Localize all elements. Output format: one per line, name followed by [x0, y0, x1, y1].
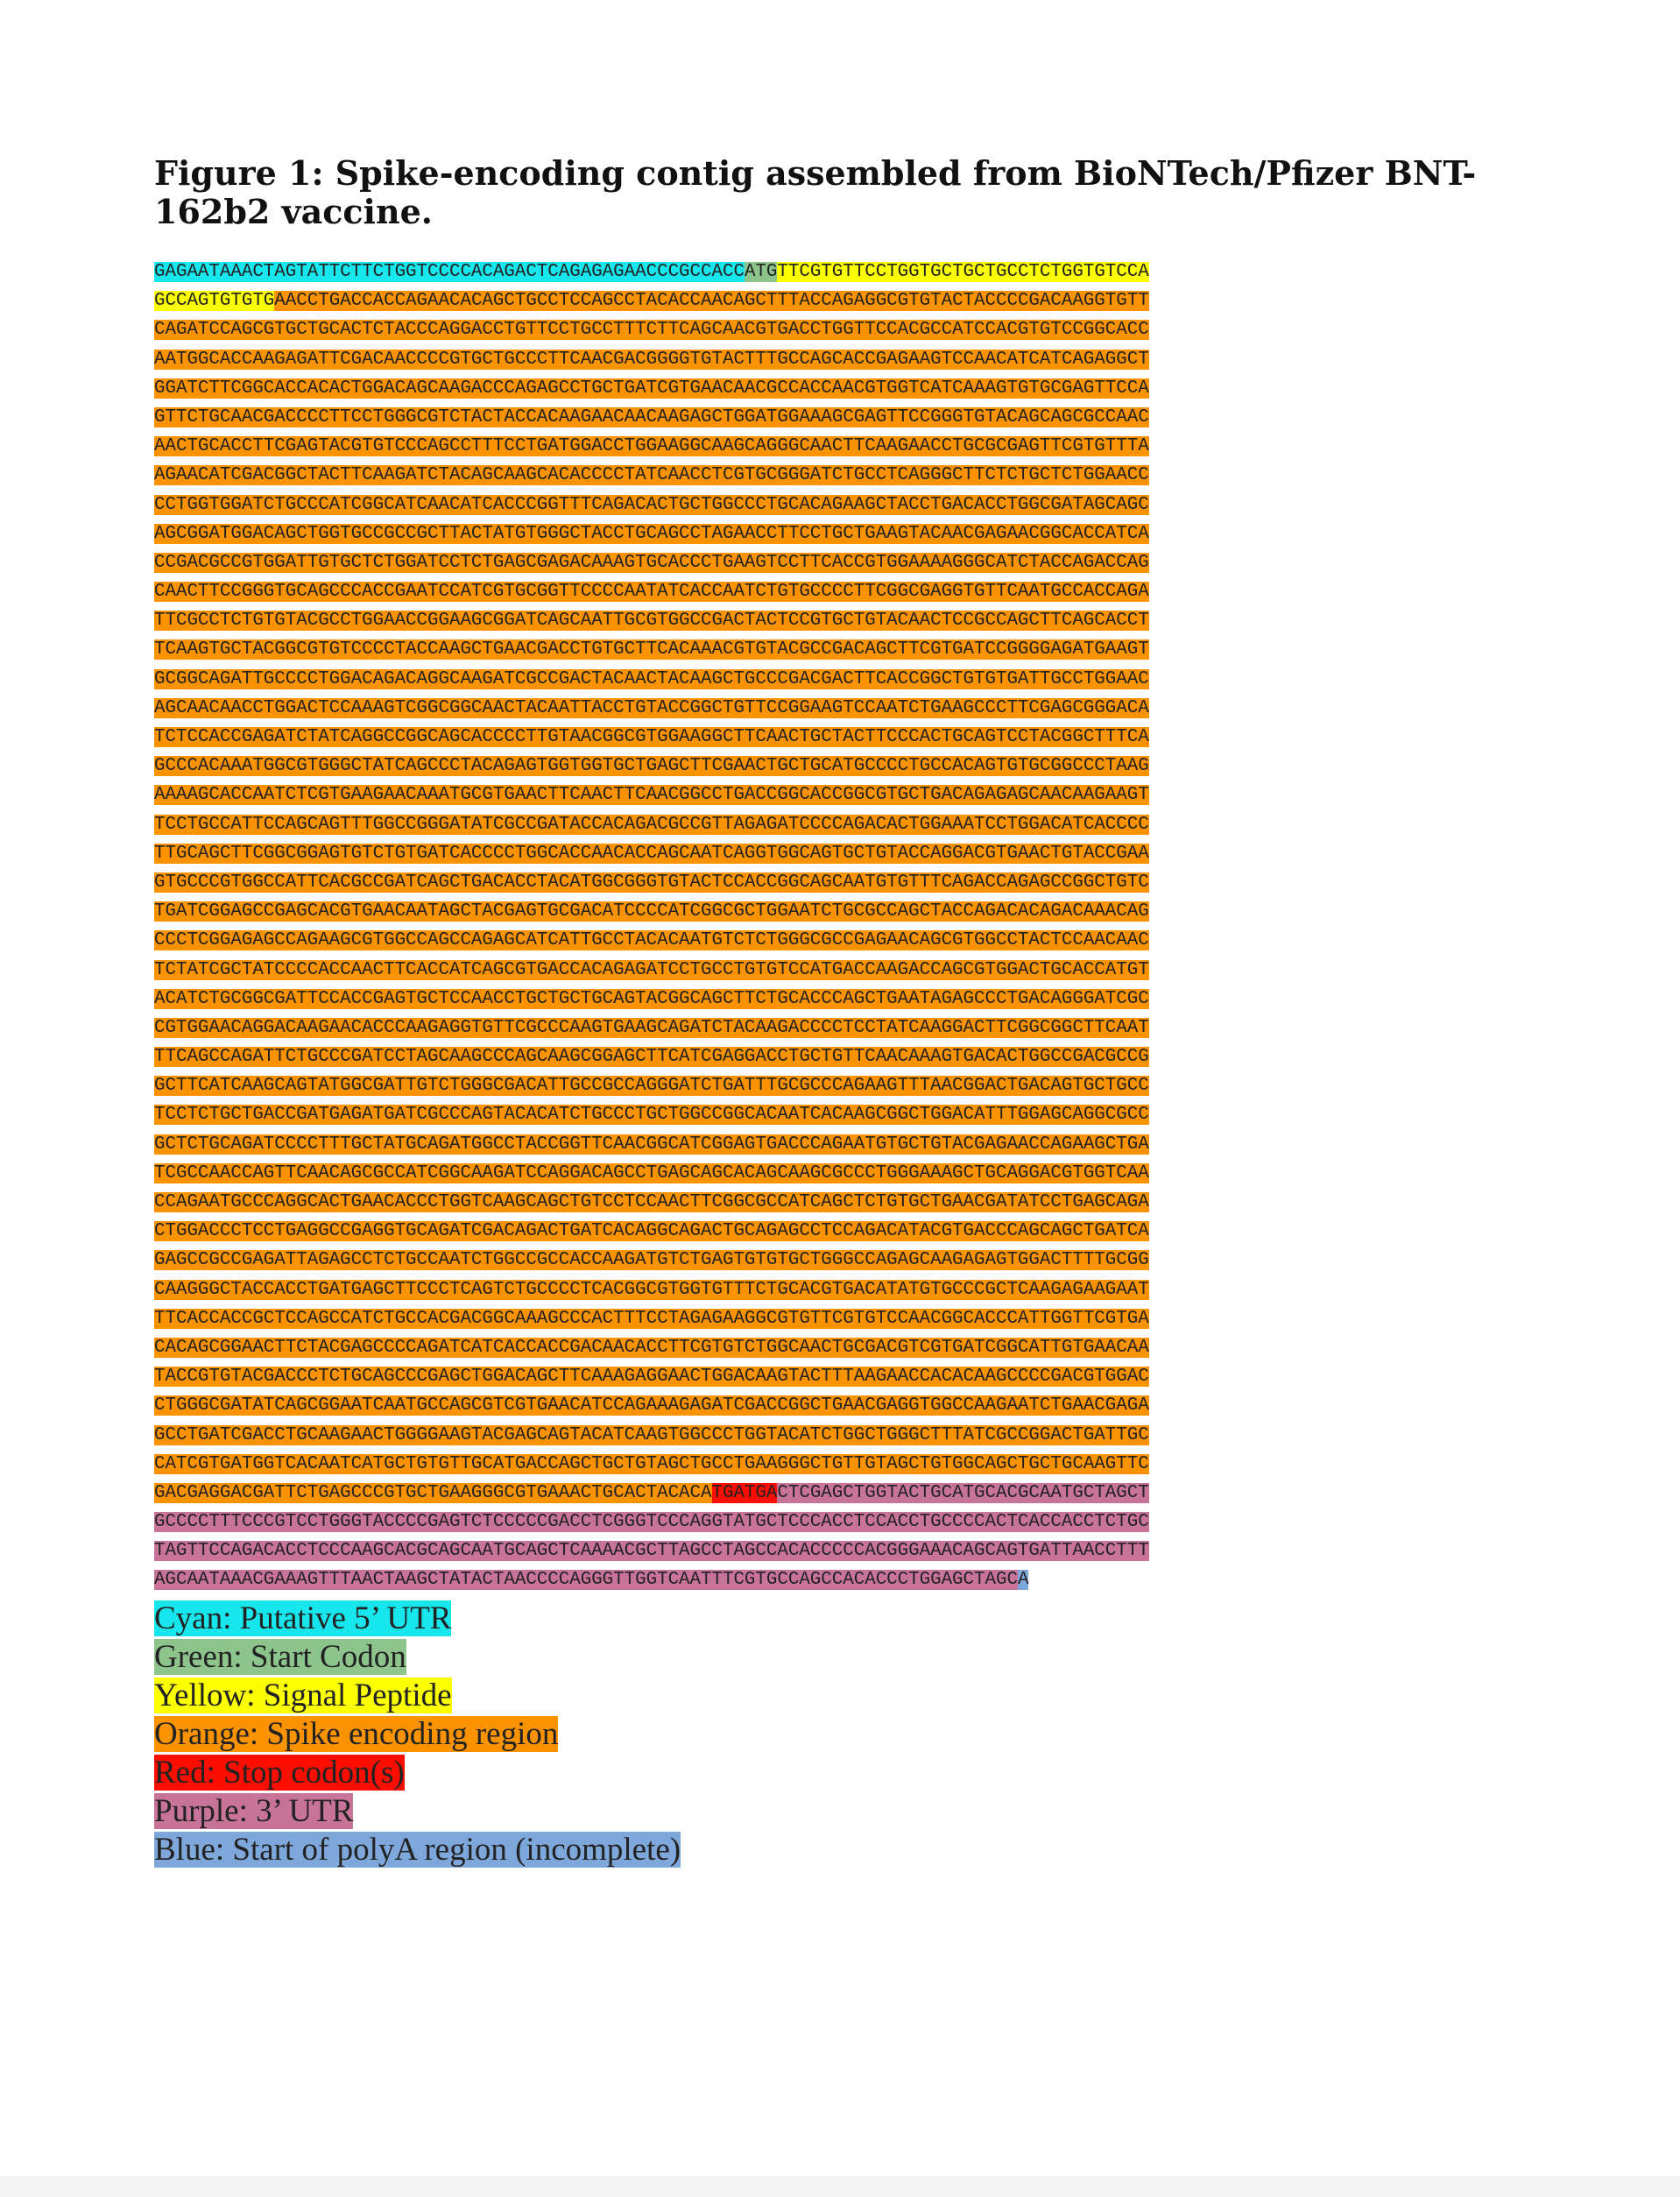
sequence-segment-orange: GGATCTTCGGCACCACACTGGACAGCAAGACCCAGAGCCTGCTGATCGTGAACAACGCCACCAACGTGGTCATCAAAGTGTGCGAGTTCCA [154, 378, 1149, 399]
sequence-segment-orange: CATCGTGATGGTCACAATCATGCTGTGTTGCATGACCAGCTGCTGTAGCTGCCTGAAGGGCTGTTGTAGCTGTGGCAGCTGCTGCAAGTTC [154, 1453, 1149, 1474]
sequence-line [154, 956, 1547, 985]
sequence-line [154, 1217, 1547, 1246]
sequence-line [154, 1421, 1547, 1450]
sequence-segment-orange: CCAGAATGCCCAGGCACTGAACACCCTGGTCAAGCAGCTGTCCTCCAACTTCGGCGCCATCAGCTCTGTGCTGAACGATATCCTGAGCAGA [154, 1192, 1149, 1212]
sequence-line [154, 286, 1547, 315]
legend-label: Yellow: Signal Peptide [154, 1678, 452, 1713]
legend-item-cyan [154, 1600, 681, 1638]
legend-item-yellow [154, 1677, 681, 1715]
sequence-line [154, 1479, 1547, 1508]
sequence-segment-orange: CTGGACCCTCCTGAGGCCGAGGTGCAGATCGACAGACTGATCACAGGCAGACTGCAGAGCCTCCAGACATACGTGACCCAGCAGCTGATCA [154, 1221, 1149, 1242]
sequence-line [154, 1536, 1547, 1565]
legend-item-purple [154, 1792, 681, 1831]
sequence-line [154, 810, 1547, 839]
sequence-line [154, 548, 1547, 577]
sequence-line [154, 519, 1547, 548]
sequence-line [154, 1130, 1547, 1159]
sequence-segment-orange: GCCCACAAATGGCGTGGGCTATCAGCCCTACAGAGTGGTGGTGCTGAGCTTCGAACTGCTGCATGCCCCTGCCACAGTGTGCGGCCCTAAG [154, 756, 1149, 777]
sequence-line [154, 345, 1547, 374]
sequence-segment-yellow: GCCAGTGTGTG [154, 291, 275, 312]
sequence-segment-orange: GTTCTGCAACGACCCCTTCCTGGGCGTCTACTACCACAAGAACAACAAGAGCTGGATGGAAAGCGAGTTCCGGGTGTACAGCAGCGCCAAC [154, 406, 1149, 427]
sequence-line [154, 606, 1547, 635]
sequence-line [154, 752, 1547, 781]
sequence-line [154, 781, 1547, 809]
legend-label: Orange: Spike encoding region [154, 1716, 559, 1752]
sequence-line [154, 491, 1547, 519]
sequence-line [154, 985, 1547, 1014]
sequence-line [154, 665, 1547, 694]
sequence-segment-orange: GACGAGGACGATTCTGAGCCCGTGCTGAAGGGCGTGAAACTGCACTACACA [154, 1482, 712, 1503]
sequence-segment-orange: GCTCTGCAGATCCCCTTTGCTATGCAGATGGCCTACCGGTTCAACGGCATCGGAGTGACCCAGAATGTGCTGTACGAGAACCAGAAGCTGA [154, 1134, 1149, 1155]
sequence-segment-orange: CAACTTCCGGGTGCAGCCCACCGAATCCATCGTGCGGTTCCCCAATATCACCAATCTGTGCCCCTTCGGCGAGGTGTTCAATGCCACCAGA [154, 582, 1149, 603]
sequence-segment-orange: TCTATCGCTATCCCCACCAACTTCACCATCAGCGTGACCACAGAGATCCTGCCTGTGTCCATGACCAAGACCAGCGTGGACTGCACCATGT [154, 959, 1149, 980]
sequence-segment-purple: CTCGAGCTGGTACTGCATGCACGCAATGCTAGCT [777, 1482, 1149, 1503]
sequence-segment-orange: TTCAGCCAGATTCTGCCCGATCCTAGCAAGCCCAGCAAGCGGAGCTTCATCGAGGACCTGCTGTTCAACAAAGTGACACTGGCCGACGCCG [154, 1047, 1149, 1068]
sequence-line [154, 403, 1547, 432]
sequence-line [154, 1391, 1547, 1420]
sequence-line [154, 258, 1547, 286]
sequence-line [154, 1450, 1547, 1479]
sequence-segment-orange: CAGATCCAGCGTGCTGCACTCTACCCAGGACCTGTTCCTGCCTTTCTTCAGCAACGTGACCTGGTTCCACGCCATCCACGTGTCCGGCACC [154, 320, 1149, 341]
sequence-segment-orange: TCCTGCCATTCCAGCAGTTTGGCCGGGATATCGCCGATACCACAGACGCCGTTAGAGATCCCCAGACACTGGAAATCCTGGACATCACCCC [154, 814, 1149, 835]
sequence-segment-orange: TCGCCAACCAGTTCAACAGCGCCATCGGCAAGATCCAGGACAGCCTGAGCAGCACAGCAAGCGCCCTGGGAAAGCTGCAGGACGTGGTCAA [154, 1162, 1149, 1183]
sequence-segment-orange: CCTGGTGGATCTGCCCATCGGCATCAACATCACCCGGTTTCAGACACTGCTGGCCCTGCACAGAAGCTACCTGACACCTGGCGATAGCAGC [154, 494, 1149, 515]
sequence-line [154, 926, 1547, 955]
sequence-segment-orange: TTGCAGCTTCGGCGGAGTGTCTGTGATCACCCCTGGCACCAACACCAGCAATCAGGTGGCAGTGCTGTACCAGGACGTGAACTGTACCGAA [154, 843, 1149, 864]
sequence-segment-orange: TCAAGTGCTACGGCGTGTCCCCTACCAAGCTGAACGACCTGTGCTTCACAAACGTGTACGCCGACAGCTTCGTGATCCGGGGAGATGAAGT [154, 639, 1149, 661]
sequence-line [154, 1071, 1547, 1100]
sequence-segment-red: TGATGA [711, 1482, 778, 1503]
sequence-line [154, 868, 1547, 897]
sequence-line [154, 374, 1547, 403]
sequence-segment-orange: AACTGCACCTTCGAGTACGTGTCCCAGCCTTTCCTGATGGACCTGGAAGGCAAGCAGGGCAACTTCAAGAACCTGCGCGAGTTCGTGTTTA [154, 436, 1149, 457]
sequence-line [154, 723, 1547, 752]
sequence-segment-orange: GAGCCGCCGAGATTAGAGCCTCTGCCAATCTGGCCGCCACCAAGATGTCTGAGTGTGTGCTGGGCCAGAGCAAGAGAGTGGACTTTTGCGG [154, 1250, 1149, 1271]
sequence-segment-orange: TGATCGGAGCCGAGCACGTGAACAATAGCTACGAGTGCGACATCCCCATCGGCGCTGGAATCTGCGCCAGCTACCAGACACAGACAAACAG [154, 901, 1149, 922]
sequence-segment-orange: TTCACCACCGCTCCAGCCATCTGCCACGACGGCAAAGCCCACTTTCCTAGAGAAGGCGTGTTCGTGTCCAACGGCACCCATTGGTTCGTGA [154, 1308, 1149, 1329]
sequence-segment-orange: AAAAGCACCAATCTCGTGAAGAACAAATGCGTGAACTTCAACTTCAACGGCCTGACCGGCACCGGCGTGCTGACAGAGAGCAACAAGAAGT [154, 785, 1149, 806]
sequence-line [154, 1275, 1547, 1304]
sequence-line [154, 577, 1547, 606]
sequence-line [154, 1159, 1547, 1188]
sequence-segment-orange: GCCTGATCGACCTGCAAGAACTGGGGAAGTACGAGCAGTACATCAAGTGGCCCTGGTACATCTGGCTGGGCTTTATCGCCGGACTGATTGC [154, 1424, 1149, 1445]
sequence-line [154, 839, 1547, 868]
sequence-line [154, 635, 1547, 664]
legend-item-green [154, 1638, 681, 1677]
sequence-segment-orange: AGCGGATGGACAGCTGGTGCCGCCGCTTACTATGTGGGCTACCTGCAGCCTAGAACCTTCCTGCTGAAGTACAACGAGAACGGCACCATCA [154, 523, 1149, 544]
sequence-line [154, 1304, 1547, 1333]
sequence-line [154, 1100, 1547, 1129]
legend-item-red [154, 1754, 681, 1792]
sequence-segment-orange: ACATCTGCGGCGATTCCACCGAGTGCTCCAACCTGCTGCTGCAGTACGGCAGCTTCTGCACCCAGCTGAATAGAGCCCTGACAGGGATCGC [154, 988, 1149, 1009]
legend-label: Purple: 3’ UTR [154, 1793, 354, 1829]
sequence-segment-orange: GCTTCATCAAGCAGTATGGCGATTGTCTGGGCGACATTGCCGCCAGGGATCTGATTTGCGCCCAGAAGTTTAACGGACTGACAGTGCTGCC [154, 1076, 1149, 1097]
sequence-segment-purple: TAGTTCCAGACACCTCCCAAGCACGCAGCAATGCAGCTCAAAACGCTTAGCCTAGCCACACCCCCACGGGAAACAGCAGTGATTAACCTTT [154, 1541, 1149, 1562]
sequence-segment-orange: TACCGTGTACGACCCTCTGCAGCCCGAGCTGGACAGCTTCAAAGAGGAACTGGACAAGTACTTTAAGAACCACACAAGCCCCGACGTGGAC [154, 1367, 1149, 1388]
sequence-segment-orange: CGTGGAACAGGACAAGAACACCCAAGAGGTGTTCGCCCAAGTGAAGCAGATCTACAAGACCCCTCCTATCAAGGACTTCGGCGGCTTCAAT [154, 1017, 1149, 1038]
legend-item-blue [154, 1831, 681, 1869]
sequence-line [154, 1333, 1547, 1362]
sequence-segment-orange: TTCGCCTCTGTGTACGCCTGGAACCGGAAGCGGATCAGCAATTGCGTGGCCGACTACTCCGTGCTGTACAACTCCGCCAGCTTCAGCACCT [154, 611, 1149, 632]
sequence-segment-blue: A [1017, 1570, 1029, 1591]
sequence-segment-cyan: GAGAATAAACTAGTATTCTTCTGGTCCCCACAGACTCAGAGAGAACCCGCCACC [154, 262, 745, 282]
sequence-line [154, 694, 1547, 723]
legend-label: Cyan: Putative 5’ UTR [154, 1600, 452, 1636]
sequence-segment-orange: AGCAACAACCTGGACTCCAAAGTCGGCGGCAACTACAATTACCTGTACCGGCTGTTCCGGAAGTCCAATCTGAAGCCCTTCGAGCGGGACA [154, 697, 1149, 718]
sequence-segment-green: ATG [744, 262, 778, 282]
legend-label: Blue: Start of polyA region (incomplete) [154, 1832, 681, 1868]
legend-label: Red: Stop codon(s) [154, 1755, 405, 1791]
legend-item-orange [154, 1715, 681, 1754]
sequence-segment-purple: AGCAATAAACGAAAGTTTAACTAAGCTATACTAACCCCAGGGTTGGTCAATTTCGTGCCAGCCACACCCTGGAGCTAGC [154, 1570, 1018, 1591]
sequence-block [154, 258, 1547, 1595]
sequence-line [154, 897, 1547, 926]
sequence-line [154, 1362, 1547, 1391]
sequence-line [154, 461, 1547, 490]
sequence-line [154, 1508, 1547, 1536]
sequence-line [154, 1565, 1547, 1594]
sequence-segment-orange: CTGGGCGATATCAGCGGAATCAATGCCAGCGTCGTGAACATCCAGAAAGAGATCGACCGGCTGAACGAGGTGGCCAAGAATCTGAACGAGA [154, 1395, 1149, 1416]
sequence-segment-orange: CACAGCGGAACTTCTACGAGCCCCAGATCATCACCACCGACAACACCTTCGTGTCTGGCAACTGCGACGTCGTGATCGGCATTGTGAACAA [154, 1337, 1149, 1358]
sequence-segment-purple: GCCCCTTTCCCGTCCTGGGTACCCCGAGTCTCCCCCGACCTCGGGTCCCAGGTATGCTCCCACCTCCACCTGCCCCACTCACCACCTCTGC [154, 1512, 1149, 1533]
sequence-line [154, 1014, 1547, 1042]
sequence-segment-orange: CCGACGCCGTGGATTGTGCTCTGGATCCTCTGAGCGAGACAAAGTGCACCCTGAAGTCCTTCACCGTGGAAAAGGGCATCTACCAGACCAG [154, 552, 1149, 573]
sequence-segment-orange: AATGGCACCAAGAGATTCGACAACCCCGTGCTGCCCTTCAACGACGGGGTGTACTTTGCCAGCACCGAGAAGTCCAACATCATCAGAGGCT [154, 349, 1149, 370]
color-legend [154, 1600, 681, 1869]
sequence-line [154, 432, 1547, 461]
sequence-segment-orange: GCGGCAGATTGCCCCTGGACAGACAGGCAAGATCGCCGACTACAACTACAAGCTGCCCGACGACTTCACCGGCTGTGTGATTGCCTGGAAC [154, 668, 1149, 689]
sequence-segment-orange: CCCTCGGAGAGCCAGAAGCGTGGCCAGCCAGAGCATCATTGCCTACACAATGTCTCTGGGCGCCGAGAACAGCGTGGCCTACTCCAACAAC [154, 930, 1149, 951]
sequence-segment-orange: AACCTGACCACCAGAACACAGCTGCCTCCAGCCTACACCAACAGCTTTACCAGAGGCGTGTACTACCCCGACAAGGTGTT [274, 291, 1149, 312]
sequence-line [154, 1042, 1547, 1071]
legend-label: Green: Start Codon [154, 1639, 406, 1675]
sequence-segment-orange: TCTCCACCGAGATCTATCAGGCCGGCAGCACCCCTTGTAACGGCGTGGAAGGCTTCAACTGCTACTTCCCACTGCAGTCCTACGGCTTTCA [154, 727, 1149, 747]
sequence-line [154, 1188, 1547, 1217]
sequence-line [154, 315, 1547, 344]
page-bottom-edge [0, 2176, 1680, 2197]
sequence-segment-orange: TCCTCTGCTGACCGATGAGATGATCGCCCAGTACACATCTGCCCTGCTGGCCGGCACAATCACAAGCGGCTGGACATTTGGAGCAGGCGCC [154, 1105, 1149, 1126]
sequence-segment-yellow: TTCGTGTTCCTGGTGCTGCTGCCTCTGGTGTCCA [777, 262, 1149, 282]
sequence-segment-orange: CAAGGGCTACCACCTGATGAGCTTCCCTCAGTCTGCCCCTCACGGCGTGGTGTTTCTGCACGTGACATATGTGCCCGCTCAAGAGAAGAAT [154, 1279, 1149, 1300]
figure-title: Figure 1: Spike-encoding contig assembled from BioNTech/Pfizer BNT-162b2 vaccine. [154, 153, 1477, 231]
sequence-segment-orange: AGAACATCGACGGCTACTTCAAGATCTACAGCAAGCACACCCCTATCAACCTCGTGCGGGATCTGCCTCAGGGCTTCTCTGCTCTGGAACC [154, 465, 1149, 486]
sequence-segment-orange: GTGCCCGTGGCCATTCACGCCGATCAGCTGACACCTACATGGCGGGTGTACTCCACCGGCAGCAATGTGTTTCAGACCAGAGCCGGCTGTC [154, 872, 1149, 893]
sequence-line [154, 1246, 1547, 1275]
